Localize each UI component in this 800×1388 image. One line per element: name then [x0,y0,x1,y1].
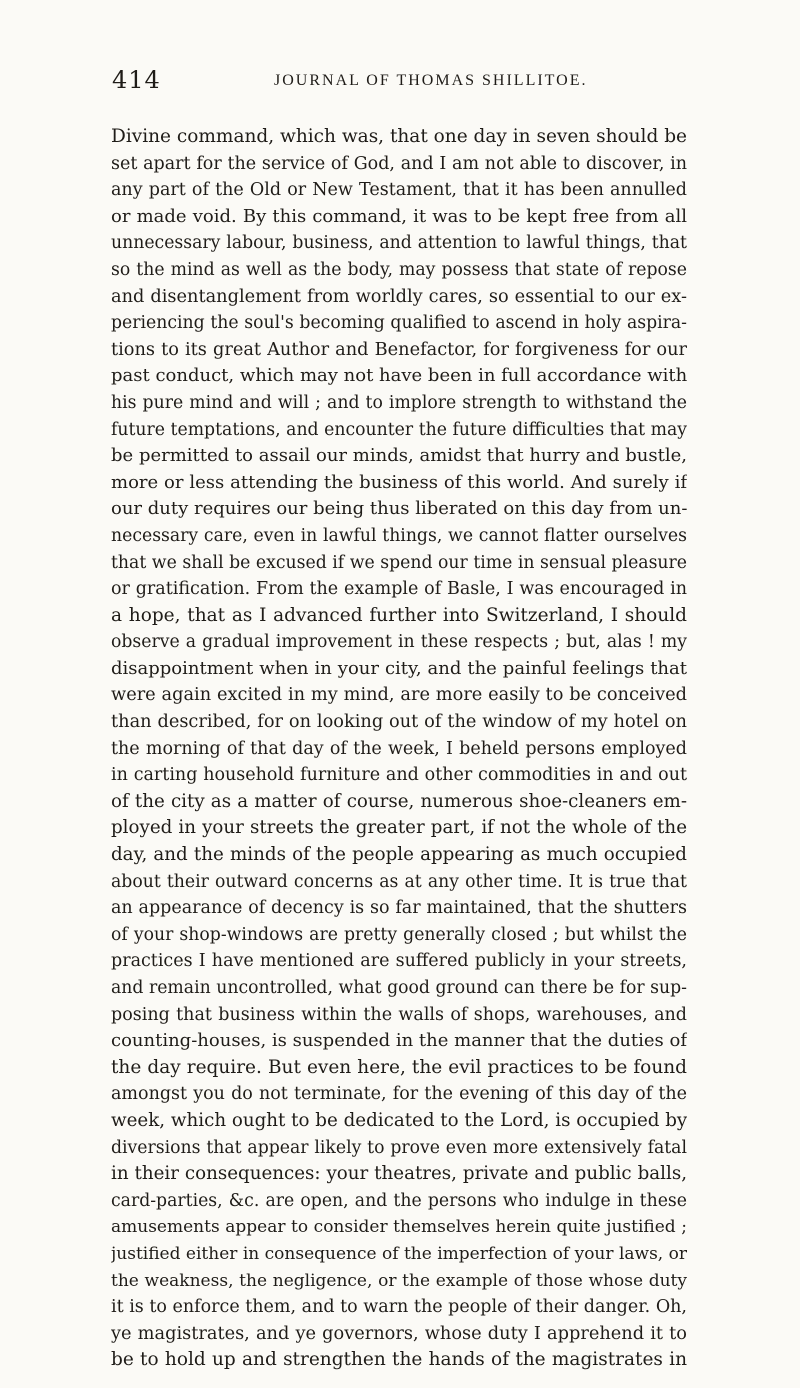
text-line: counting-houses, is suspended in the manner that the duties of [111,1030,687,1052]
text-line: about their outward concerns as at any other time. It is true that [111,871,687,892]
text-line: practices I have mentioned are suffered publicly in your streets, [111,951,687,972]
text-line: the day require. But even here, the evil practices to be found [111,1056,687,1078]
text-line: week, which ought to be dedicated to the Lord, is occupied by [111,1109,687,1131]
text-line: it is to enforce them, and to warn the people of their danger. Oh, [111,1297,687,1318]
text-line: of the city as a matter of course, numerous shoe-cleaners em- [111,790,687,812]
text-line: any part of the Old or New Testament, that it has been annulled [111,180,687,201]
text-line: ployed in your streets the greater part, if not the whole of the [111,817,687,839]
text-line: ye magistrates, and ye governors, whose duty I apprehend it to [111,1323,687,1344]
text-line: day, and the minds of the people appearing as much occupied [111,844,687,866]
text-line: be permitted to assail our minds, amidst that hurry and bustle, [111,445,687,467]
text-line: or gratification. From the example of Basle, I was encouraged in [111,579,687,600]
text-line: or made void. By this command, it was to be kept free from all [111,205,687,227]
text-line: the weakness, the negligence, or the example of those whose duty [111,1270,687,1291]
text-line: the morning of that day of the week, I beheld persons employed [111,738,687,759]
text-line: observe a gradual improvement in these respects ; but, alas ! my [111,632,687,653]
text-line: tions to its great Author and Benefactor, for forgiveness for our [111,339,687,360]
text-line: be to hold up and strengthen the hands of the magistrates in [111,1349,687,1371]
text-line: his pure mind and will ; and to implore strength to withstand the [111,392,687,413]
text-line: in carting household furniture and other commodities in and out [111,765,687,786]
page-number: 414 [112,66,161,94]
text-line: periencing the soul's becoming qualified to ascend in holy aspira- [111,313,687,334]
text-line: necessary care, even in lawful things, we cannot flatter ourselves [111,525,687,546]
text-line: a hope, that as I advanced further into Switzerland, I should [111,604,687,626]
text-line: and disentanglement from worldly cares, so essential to our ex- [111,286,687,307]
text-line: were again excited in my mind, are more easily to be conceived [111,685,687,706]
text-line: than described, for on looking out of the window of my hotel on [111,712,687,733]
page-header [112,66,672,106]
text-line: amusements appear to consider themselves herein quite justified ; [111,1217,687,1238]
text-line: Divine command, which was, that one day in seven should be [111,126,687,147]
text-line: in their consequences: your theatres, private and public balls, [111,1163,687,1185]
text-line: future temptations, and encounter the future difficulties that may [111,419,687,440]
text-line: posing that business within the walls of shops, warehouses, and [111,1004,687,1025]
text-line: justified either in consequence of the imperfection of your laws, or [111,1243,687,1264]
text-line: past conduct, which may not have been in full accordance with [111,365,687,387]
text-line: of your shop-windows are pretty generally closed ; but whilst the [111,924,687,945]
text-line: and remain uncontrolled, what good ground can there be for sup- [111,978,687,998]
text-line: more or less attending the business of this world. And surely if [111,471,687,493]
text-line: unnecessary labour, business, and attention to lawful things, that [111,233,687,254]
text-line: set apart for the service of God, and I am not able to discover, in [111,153,687,174]
text-line: disappointment when in your city, and the painful feelings that [111,657,687,679]
text-line: diversions that appear likely to prove even more extensively fatal [111,1137,687,1158]
text-line: amongst you do not terminate, for the evening of this day of the [111,1084,687,1105]
text-line: so the mind as well as the body, may possess that state of repose [111,259,687,280]
running-head: JOURNAL OF THOMAS SHILLITOE. [274,72,588,89]
body-text [111,124,687,1374]
text-line: an appearance of decency is so far maintained, that the shutters [111,898,687,919]
text-line: card-parties, &c. are open, and the persons who indulge in these [111,1190,687,1211]
text-line: that we shall be excused if we spend our time in sensual pleasure [111,552,687,573]
text-line: our duty requires our being thus liberated on this day from un- [111,498,687,520]
